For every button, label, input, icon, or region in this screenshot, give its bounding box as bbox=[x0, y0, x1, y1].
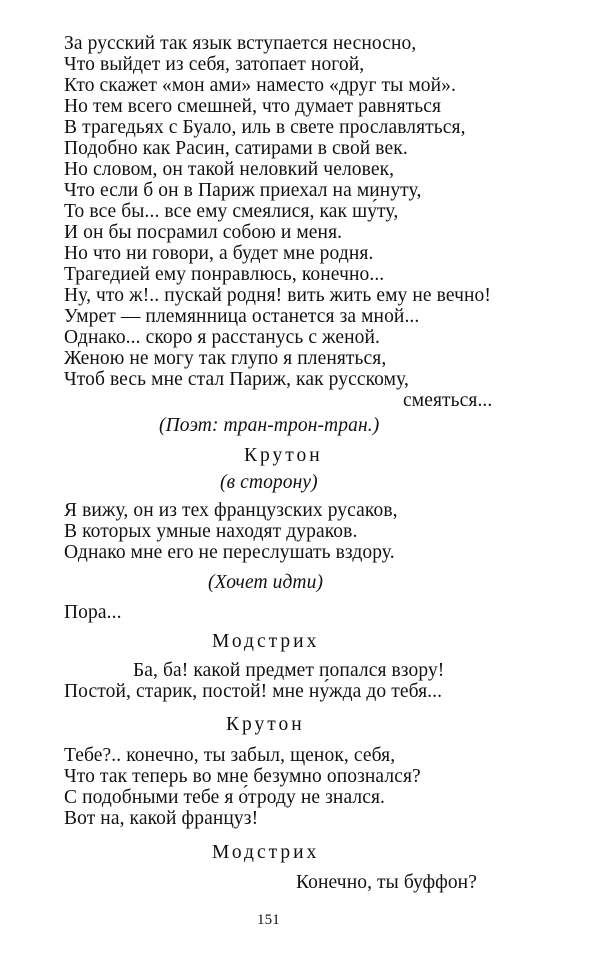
verse-line: С подобными тебе я о́троду не знался. bbox=[64, 787, 385, 808]
verse-line: Я вижу, он из тех французских русаков, bbox=[64, 500, 398, 521]
verse-line: Однако мне его не переслушать вздору. bbox=[64, 542, 395, 563]
verse-line: То все бы... все ему смеялися, как шу́ту, bbox=[64, 201, 399, 222]
verse-line: Чтоб весь мне стал Париж, как русскому, bbox=[64, 369, 409, 390]
verse-line: Кто скажет «мон ами» наместо «друг ты мой». bbox=[64, 75, 456, 96]
verse-line: Что если б он в Париж приехал на минуту, bbox=[64, 180, 422, 201]
verse-line: Пора... bbox=[64, 602, 122, 623]
speaker-name: Модстрих bbox=[212, 842, 320, 863]
stage-direction: (Поэт: тран-трон-тран.) bbox=[159, 415, 380, 436]
verse-line: Но что ни говори, а будет мне родня. bbox=[64, 243, 374, 264]
verse-line: В которых умные находят дураков. bbox=[64, 521, 358, 542]
verse-line: Тебе?.. конечно, ты забыл, щенок, себя, bbox=[64, 745, 396, 766]
stage-direction: (в сторону) bbox=[220, 472, 318, 493]
verse-line: Что выйдет из себя, затопает ногой, bbox=[64, 54, 365, 75]
verse-line: Однако... скоро я расстанусь с женой. bbox=[64, 327, 381, 348]
page-number: 151 bbox=[257, 912, 280, 928]
verse-line: Подобно как Расин, сатирами в свой век. bbox=[64, 138, 408, 159]
stage-direction: (Хочет идти) bbox=[208, 572, 324, 593]
verse-line: Вот на, какой француз! bbox=[64, 808, 259, 829]
verse-line: Конечно, ты буффон? bbox=[296, 872, 477, 893]
verse-line-continuation: смеяться... bbox=[403, 390, 493, 411]
verse-line: Но тем всего смешней, что думает равняться bbox=[64, 96, 442, 117]
verse-line: Но словом, он такой неловкий человек, bbox=[64, 159, 395, 180]
verse-line: Что так теперь во мне безумно опознался? bbox=[64, 766, 421, 787]
verse-line: Ну, что ж!.. пускай родня! вить жить ему не вечно! bbox=[64, 285, 492, 306]
verse-line: Постой, старик, постой! мне ну́жда до тебя... bbox=[64, 681, 443, 702]
verse-line: За русский так язык вступается несносно, bbox=[64, 33, 417, 54]
verse-line: И он бы посрамил собою и меня. bbox=[64, 222, 343, 243]
verse-line: Женою не могу так глупо я пленяться, bbox=[64, 348, 387, 369]
verse-line: Трагедией ему понравлюсь, конечно... bbox=[64, 264, 385, 285]
speaker-name: Крутон bbox=[226, 714, 305, 735]
verse-line: В трагедьях с Буало, иль в свете прославляться, bbox=[64, 117, 466, 138]
verse-line: Ба, ба! какой предмет попался взору! bbox=[133, 660, 445, 681]
verse-line: Умрет — племянница останется за мной... bbox=[64, 306, 420, 327]
speaker-name: Модстрих bbox=[212, 631, 320, 652]
speaker-name: Крутон bbox=[244, 445, 323, 466]
